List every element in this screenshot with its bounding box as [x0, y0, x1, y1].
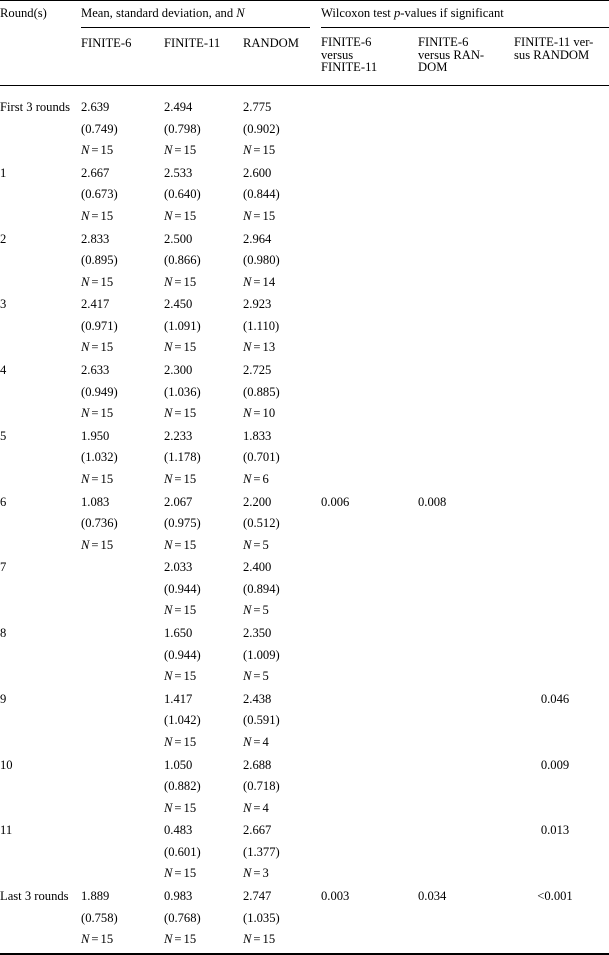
cell-finite11-mean: 0.983 — [164, 889, 193, 903]
n-equals: = — [253, 669, 261, 684]
n-equals: = — [253, 800, 261, 815]
n-equals: = — [174, 340, 182, 355]
n-equals: = — [91, 340, 99, 355]
header-finite11: FINITE-11 — [164, 36, 221, 50]
n-value: 15 — [183, 932, 197, 947]
cell-random-mean: 2.725 — [243, 363, 272, 377]
cell-random-mean: 2.747 — [243, 889, 272, 903]
n-equals: = — [91, 208, 99, 223]
n-equals: = — [253, 143, 261, 158]
cell-random-n — [243, 472, 269, 486]
cell-random-sd: (0.980) — [243, 253, 280, 268]
n-equals: = — [174, 208, 182, 223]
cell-finite11-mean: 2.067 — [164, 494, 193, 509]
n-equals: = — [91, 471, 99, 486]
n-equals: = — [253, 537, 261, 552]
n-equals: = — [253, 471, 261, 486]
cell-finite11-n — [164, 143, 196, 157]
row-label: 10 — [0, 757, 13, 772]
header-wilcoxon-pre: Wilcoxon test — [321, 6, 394, 20]
cell-finite6-mean: 2.833 — [81, 231, 110, 246]
row-label: 1 — [0, 165, 7, 180]
cell-finite11-n — [164, 735, 196, 749]
n-value: 15 — [183, 734, 197, 749]
n-symbol: N — [164, 932, 173, 947]
n-symbol: N — [243, 208, 252, 223]
n-symbol: N — [243, 932, 252, 947]
cell-random-n — [243, 735, 269, 749]
cell-finite11-n — [164, 932, 196, 946]
cell-random-sd: (0.844) — [243, 187, 280, 202]
cell-finite6-n — [81, 538, 113, 552]
cell-finite6-sd: (0.758) — [81, 910, 118, 925]
n-symbol: N — [164, 800, 173, 815]
n-symbol: N — [243, 669, 252, 684]
n-value: 4 — [262, 734, 269, 749]
cell-random-sd: (1.377) — [243, 844, 280, 859]
n-equals: = — [174, 406, 182, 421]
row-label: 11 — [0, 823, 13, 838]
n-value: 15 — [262, 208, 276, 223]
row-label: 8 — [0, 626, 7, 640]
n-equals: = — [253, 406, 261, 421]
n-symbol: N — [164, 406, 173, 421]
cell-finite6-sd: (0.949) — [81, 384, 118, 399]
header-cmp3-line1: FINITE-11 ver- — [514, 35, 594, 49]
cell-random-sd: (0.591) — [243, 713, 280, 728]
cell-finite6-mean: 2.417 — [81, 297, 110, 312]
cell-finite6-mean: 2.633 — [81, 363, 110, 377]
n-value: 3 — [262, 866, 269, 881]
cell-random-mean: 2.775 — [243, 100, 272, 114]
n-equals: = — [253, 340, 261, 355]
n-symbol: N — [164, 208, 173, 223]
cell-finite11-n — [164, 603, 196, 617]
n-value: 15 — [183, 669, 197, 684]
row-label: 9 — [0, 691, 7, 706]
n-value: 15 — [100, 932, 114, 947]
n-symbol: N — [164, 471, 173, 486]
row-label: 6 — [0, 494, 7, 509]
cell-finite11-sd: (0.601) — [164, 844, 201, 859]
cell-random-n — [243, 669, 269, 683]
n-equals: = — [174, 537, 182, 552]
cell-random-sd: (1.009) — [243, 647, 280, 662]
cell-random-sd: (0.902) — [243, 121, 280, 136]
n-equals: = — [253, 932, 261, 947]
cell-random-sd: (0.701) — [243, 450, 280, 465]
n-symbol: N — [164, 274, 173, 289]
n-symbol: N — [81, 406, 90, 421]
cell-finite11-mean: 1.417 — [164, 691, 193, 706]
cell-random-sd: (0.885) — [243, 384, 280, 399]
cell-random-mean: 2.200 — [243, 494, 272, 509]
n-value: 15 — [183, 471, 197, 486]
cell-finite11-n — [164, 866, 196, 880]
cell-random-mean: 2.688 — [243, 757, 272, 772]
cell-finite11-mean: 1.050 — [164, 757, 193, 772]
cell-random-sd: (0.512) — [243, 516, 280, 531]
n-value: 14 — [262, 274, 276, 289]
cell-finite6-sd: (0.749) — [81, 121, 118, 136]
cell-finite11-mean: 2.233 — [164, 428, 193, 443]
n-value: 15 — [183, 866, 197, 881]
n-value: 6 — [262, 471, 269, 486]
cell-finite11-sd: (0.866) — [164, 253, 201, 268]
n-value: 15 — [183, 603, 197, 618]
header-round: Round(s) — [0, 6, 47, 20]
cell-finite11-mean: 2.450 — [164, 297, 193, 312]
cell-random-n — [243, 143, 275, 157]
n-value: 13 — [262, 340, 276, 355]
n-value: 5 — [262, 537, 269, 552]
cell-finite11-sd: (1.091) — [164, 318, 201, 333]
header-cmp2 — [418, 36, 484, 74]
cell-finite11-sd: (0.944) — [164, 581, 201, 596]
n-symbol: N — [243, 734, 252, 749]
n-equals: = — [174, 866, 182, 881]
cell-finite6-n — [81, 472, 113, 486]
n-symbol: N — [81, 932, 90, 947]
cell-finite6-n — [81, 209, 113, 223]
header-group-wilcoxon — [321, 6, 504, 20]
n-equals: = — [253, 734, 261, 749]
n-symbol: N — [243, 143, 252, 158]
n-symbol: N — [164, 866, 173, 881]
header-cmp2-line2: versus RAN- — [418, 47, 485, 62]
n-equals: = — [253, 603, 261, 618]
row-label: First 3 rounds — [0, 100, 70, 114]
n-value: 10 — [262, 406, 276, 421]
cell-random-n — [243, 932, 275, 946]
n-value: 15 — [100, 471, 114, 486]
header-cmp2-line1: FINITE-6 — [418, 35, 469, 49]
n-value: 15 — [183, 406, 197, 421]
header-cmp1 — [321, 36, 377, 74]
n-value: 15 — [183, 143, 197, 158]
cell-random-n — [243, 603, 269, 617]
cell-finite6-n — [81, 406, 113, 420]
cell-finite11-sd: (0.768) — [164, 910, 201, 925]
cell-pvalue-f6-vs-f11: 0.003 — [321, 889, 350, 903]
cell-finite6-n — [81, 340, 113, 354]
cell-random-mean: 2.667 — [243, 823, 272, 838]
n-value: 15 — [262, 143, 276, 158]
n-equals: = — [174, 669, 182, 684]
cell-random-mean: 2.400 — [243, 560, 272, 575]
n-value: 15 — [100, 340, 114, 355]
cell-finite6-n — [81, 932, 113, 946]
cell-finite6-mean: 2.667 — [81, 165, 110, 180]
cell-finite6-sd: (0.736) — [81, 516, 118, 531]
n-equals: = — [253, 208, 261, 223]
cell-finite6-sd: (0.971) — [81, 318, 118, 333]
n-symbol: N — [164, 734, 173, 749]
cell-finite6-n — [81, 275, 113, 289]
cell-finite6-mean: 1.083 — [81, 494, 110, 509]
n-value: 15 — [100, 537, 114, 552]
n-equals: = — [174, 143, 182, 158]
row-label: 2 — [0, 231, 7, 246]
header-random: RANDOM — [243, 36, 299, 50]
header-cmp2-line3: DOM — [418, 60, 448, 74]
n-equals: = — [174, 471, 182, 486]
row-label: 3 — [0, 297, 7, 312]
n-symbol: N — [243, 537, 252, 552]
n-equals: = — [91, 274, 99, 289]
n-symbol: N — [164, 537, 173, 552]
cell-finite6-sd: (1.032) — [81, 450, 118, 465]
n-value: 15 — [183, 800, 197, 815]
header-rule — [0, 85, 609, 86]
n-equals: = — [91, 143, 99, 158]
cell-random-n — [243, 209, 275, 223]
n-value: 15 — [100, 406, 114, 421]
cell-finite11-mean: 1.650 — [164, 626, 193, 640]
n-equals: = — [253, 274, 261, 289]
cell-pvalue-f11-vs-random: 0.013 — [540, 823, 570, 838]
cell-finite11-mean: 2.300 — [164, 363, 193, 377]
cell-pvalue-f6-vs-random: 0.008 — [418, 494, 447, 509]
header-group-stats-text: Mean, standard deviation, and — [81, 6, 237, 20]
cell-finite11-sd: (0.944) — [164, 647, 201, 662]
cell-random-sd: (0.894) — [243, 581, 280, 596]
cell-random-mean: 2.923 — [243, 297, 272, 312]
header-group-stats-n: N — [236, 6, 245, 20]
n-value: 5 — [262, 603, 269, 618]
n-symbol: N — [243, 866, 252, 881]
cell-pvalue-f6-vs-f11: 0.006 — [321, 494, 350, 509]
cell-pvalue-f11-vs-random: <0.001 — [537, 889, 573, 903]
n-symbol: N — [164, 603, 173, 618]
cell-finite11-sd: (1.042) — [164, 713, 201, 728]
top-rule — [0, 0, 609, 1]
cell-finite11-sd: (1.036) — [164, 384, 201, 399]
cell-finite11-n — [164, 801, 196, 815]
cell-finite11-n — [164, 472, 196, 486]
cell-random-mean: 1.833 — [243, 428, 272, 443]
group-stats-underline — [81, 27, 310, 28]
n-symbol: N — [164, 143, 173, 158]
n-equals: = — [91, 932, 99, 947]
n-symbol: N — [164, 340, 173, 355]
n-symbol: N — [81, 537, 90, 552]
cell-random-n — [243, 801, 269, 815]
n-symbol: N — [81, 143, 90, 158]
header-group-stats — [81, 6, 245, 20]
n-equals: = — [174, 932, 182, 947]
n-equals: = — [91, 537, 99, 552]
cell-finite11-sd: (1.178) — [164, 450, 201, 465]
n-symbol: N — [81, 471, 90, 486]
n-symbol: N — [81, 340, 90, 355]
cell-finite6-sd: (0.895) — [81, 253, 118, 268]
cell-random-mean: 2.600 — [243, 165, 272, 180]
cell-finite6-n — [81, 143, 113, 157]
cell-finite6-mean: 1.889 — [81, 889, 110, 903]
n-equals: = — [253, 866, 261, 881]
cell-finite6-sd: (0.673) — [81, 187, 118, 202]
n-value: 15 — [100, 208, 114, 223]
cell-finite11-mean: 0.483 — [164, 823, 193, 838]
cell-random-n — [243, 275, 275, 289]
n-symbol: N — [243, 603, 252, 618]
cell-pvalue-f11-vs-random: 0.009 — [540, 757, 570, 772]
cell-finite11-mean: 2.500 — [164, 231, 193, 246]
cell-finite11-n — [164, 406, 196, 420]
cell-finite11-mean: 2.494 — [164, 100, 193, 114]
cell-random-n — [243, 866, 269, 880]
cell-finite11-n — [164, 340, 196, 354]
n-value: 15 — [183, 537, 197, 552]
n-equals: = — [174, 734, 182, 749]
n-value: 4 — [262, 800, 269, 815]
n-symbol: N — [243, 340, 252, 355]
cell-finite11-n — [164, 538, 196, 552]
cell-finite11-mean: 2.033 — [164, 560, 193, 575]
row-label: 5 — [0, 428, 7, 443]
header-cmp3-line2: sus RANDOM — [514, 47, 590, 62]
header-wilcoxon-post: -values if significant — [400, 6, 504, 20]
n-symbol: N — [243, 274, 252, 289]
cell-finite11-sd: (0.640) — [164, 187, 201, 202]
cell-random-mean: 2.438 — [243, 691, 272, 706]
cell-random-n — [243, 340, 275, 354]
n-value: 15 — [183, 340, 197, 355]
cell-random-n — [243, 406, 275, 420]
cell-random-sd: (0.718) — [243, 779, 280, 794]
n-equals: = — [174, 274, 182, 289]
n-value: 15 — [262, 932, 276, 947]
n-value: 15 — [183, 208, 197, 223]
header-cmp1-line1: FINITE-6 — [321, 35, 372, 49]
n-value: 15 — [100, 143, 114, 158]
group-wilcoxon-underline — [321, 27, 609, 28]
n-symbol: N — [243, 406, 252, 421]
cell-finite11-n — [164, 275, 196, 289]
cell-pvalue-f11-vs-random: 0.046 — [540, 691, 570, 706]
n-equals: = — [174, 800, 182, 815]
n-equals: = — [91, 406, 99, 421]
n-symbol: N — [164, 669, 173, 684]
n-equals: = — [174, 603, 182, 618]
n-symbol: N — [81, 208, 90, 223]
n-symbol: N — [243, 471, 252, 486]
cell-finite11-sd: (0.975) — [164, 516, 201, 531]
header-wilcoxon-p: p — [393, 6, 401, 20]
cell-random-sd: (1.110) — [243, 318, 280, 333]
cell-random-sd: (1.035) — [243, 910, 280, 925]
n-value: 5 — [262, 669, 269, 684]
header-cmp3 — [514, 36, 593, 61]
cell-finite11-n — [164, 209, 196, 223]
cell-finite6-mean: 2.639 — [81, 100, 110, 114]
row-label: 7 — [0, 560, 7, 575]
cell-random-mean: 2.964 — [243, 231, 272, 246]
header-finite6: FINITE-6 — [81, 36, 132, 50]
row-label: Last 3 rounds — [0, 889, 69, 903]
header-cmp1-line2: versus — [321, 47, 354, 62]
cell-finite11-sd: (0.798) — [164, 121, 201, 136]
n-value: 15 — [183, 274, 197, 289]
cell-random-mean: 2.350 — [243, 626, 272, 640]
cell-finite6-mean: 1.950 — [81, 428, 110, 443]
cell-finite11-mean: 2.533 — [164, 165, 193, 180]
cell-finite11-sd: (0.882) — [164, 779, 201, 794]
row-label: 4 — [0, 363, 7, 377]
header-cmp1-line3: FINITE-11 — [321, 60, 378, 74]
cell-pvalue-f6-vs-random: 0.034 — [418, 889, 447, 903]
n-symbol: N — [243, 800, 252, 815]
n-value: 15 — [100, 274, 114, 289]
n-symbol: N — [81, 274, 90, 289]
cell-random-n — [243, 538, 269, 552]
cell-finite11-n — [164, 669, 196, 683]
